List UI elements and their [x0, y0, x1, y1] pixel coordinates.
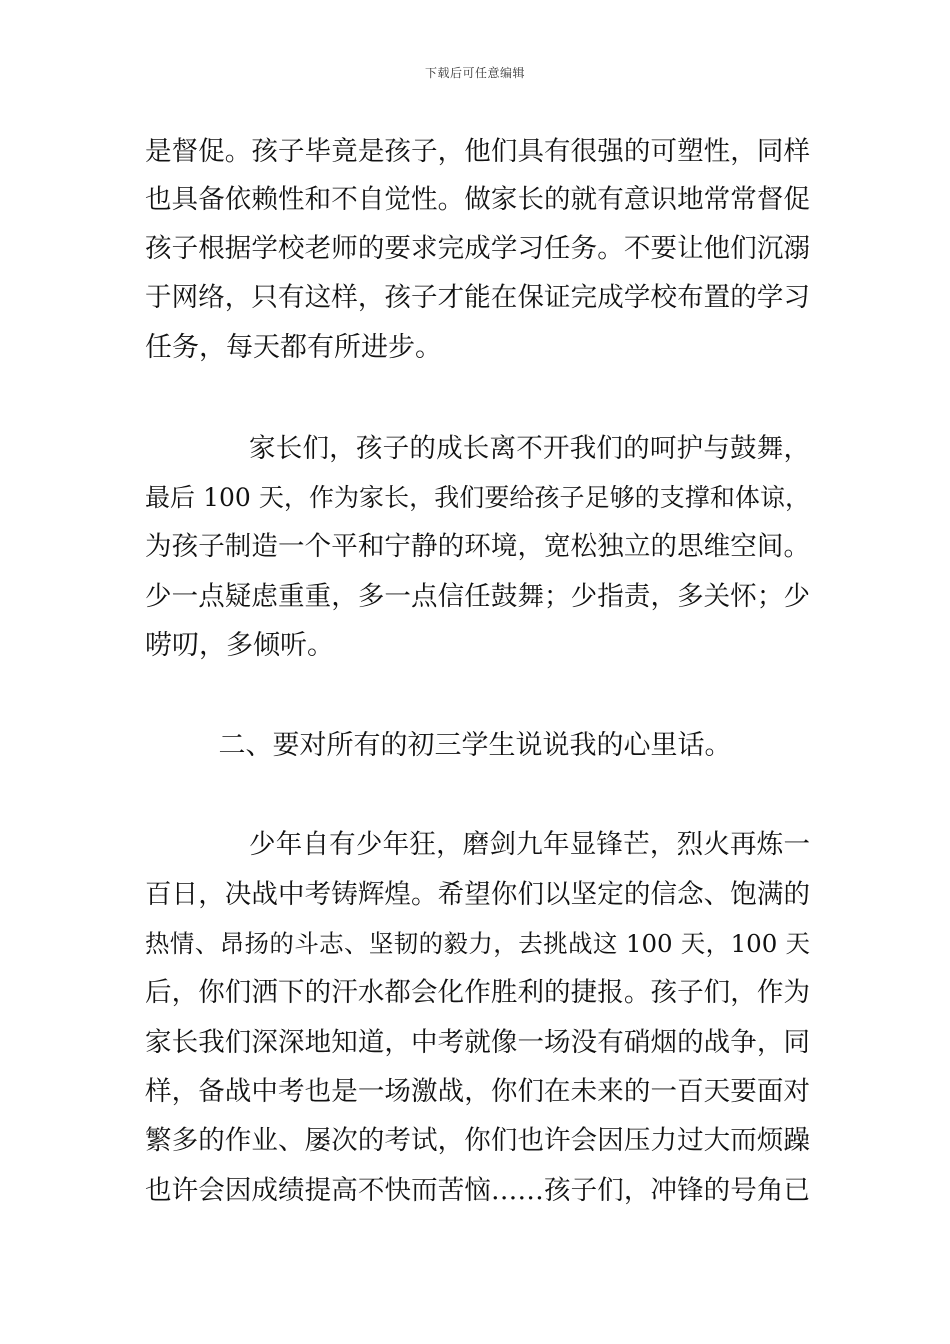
paragraph-2-line-4: 少一点疑虑重重，多一点信任鼓舞；少指责，多关怀；少 [145, 581, 810, 612]
paragraph-2-line-5: 唠叨，多倾听。 [145, 630, 334, 661]
paragraph-3-line-6: 样，备战中考也是一场激战，你们在未来的一百天要面对 [145, 1076, 810, 1107]
paragraph-3-line-3: 热情、昂扬的斗志、坚韧的毅力，去挑战这 100 天，100 天 [145, 929, 810, 958]
paragraph-2-line-1: 家长们，孩子的成长离不开我们的呵护与鼓舞， [249, 433, 810, 464]
paragraph-1-line-2: 也具备依赖性和不自觉性。做家长的就有意识地常常督促 [145, 184, 810, 215]
paragraph-3-line-2: 百日，决战中考铸辉煌。希望你们以坚定的信念、饱满的 [145, 879, 810, 910]
paragraph-3-line-1: 少年自有少年狂，磨剑九年显锋芒，烈火再炼一 [249, 829, 810, 860]
section-heading: 二、要对所有的初三学生说说我的心里话。 [218, 730, 732, 761]
paragraph-3-line-8: 也许会因成绩提高不快而苦恼……孩子们，冲锋的号角已 [145, 1175, 810, 1206]
paragraph-2-line-2: 最后 100 天，作为家长，我们要给孩子足够的支撑和体谅， [145, 483, 810, 512]
paragraph-3-line-4: 后，你们洒下的汗水都会化作胜利的捷报。孩子们，作为 [145, 977, 810, 1008]
paragraph-1-line-3: 孩子根据学校老师的要求完成学习任务。不要让他们沉溺 [145, 233, 810, 264]
paragraph-1-line-5: 任务，每天都有所进步。 [145, 332, 442, 363]
paragraph-1-line-4: 于网络，只有这样，孩子才能在保证完成学校布置的学习 [145, 282, 810, 313]
paragraph-3-line-7: 繁多的作业、屡次的考试，你们也许会因压力过大而烦躁 [145, 1125, 810, 1156]
paragraph-3-line-5: 家长我们深深地知道，中考就像一场没有硝烟的战争，同 [145, 1027, 810, 1058]
page-header: 下载后可任意编辑 [424, 66, 525, 80]
paragraph-2-line-3: 为孩子制造一个平和宁静的环境，宽松独立的思维空间。 [145, 531, 810, 562]
paragraph-1-line-1: 是督促。孩子毕竟是孩子，他们具有很强的可塑性，同样 [145, 136, 810, 167]
